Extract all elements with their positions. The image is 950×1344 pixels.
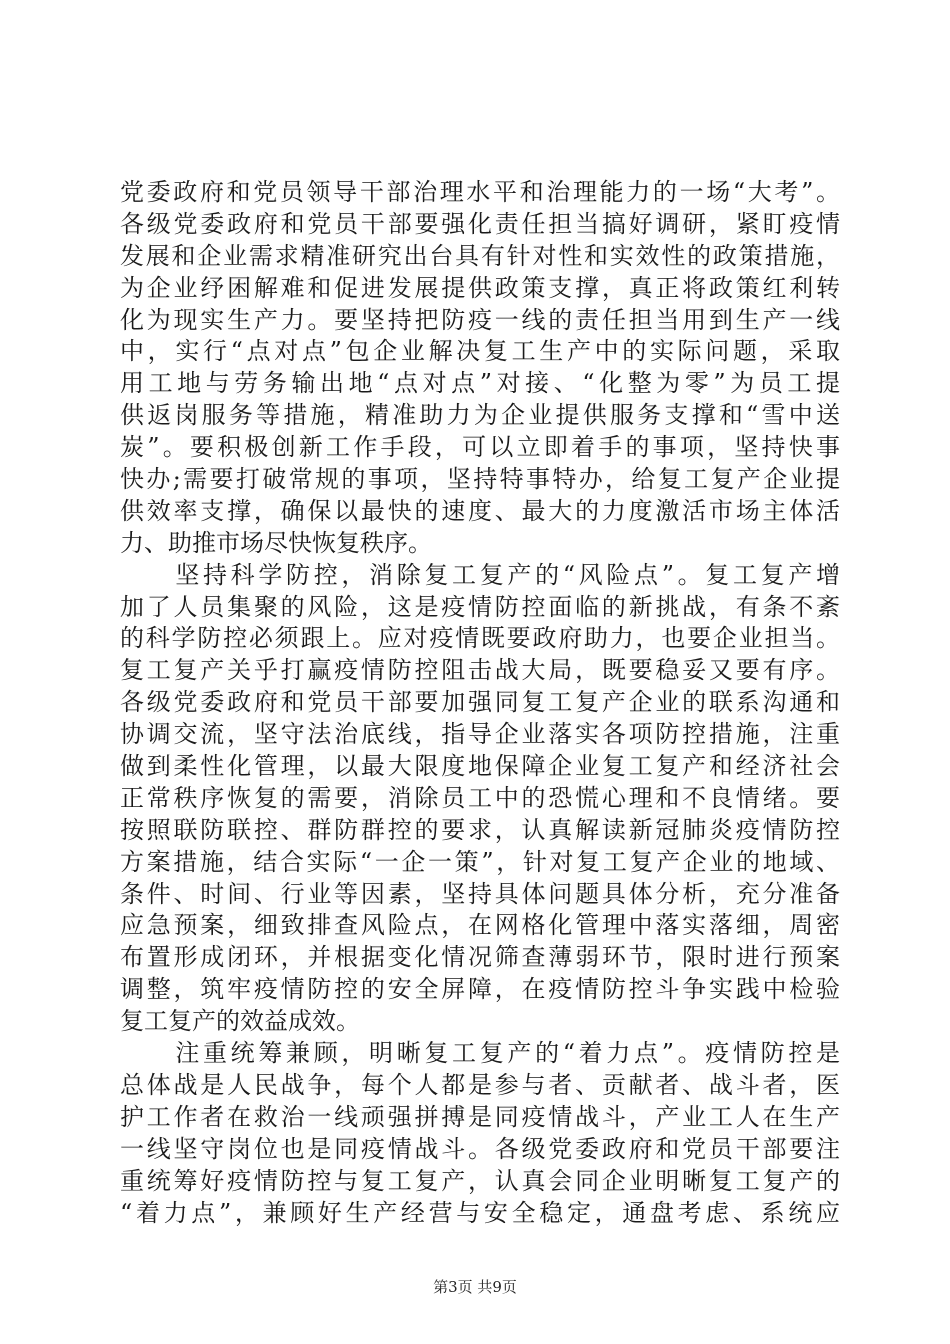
page-footer: 第3页 共9页 [433,1278,517,1296]
text-line: 注重统筹兼顾，明晰复工复产的“着力点”。疫情防控是 [120,1039,840,1068]
text-line: 布置形成闭环，并根据变化情况筛查薄弱环节，限时进行预案 [120,943,840,972]
text-line: 复工复产关乎打赢疫情防控阻击战大局，既要稳妥又要有序。 [120,656,840,685]
text-line: 方案措施，结合实际“一企一策”，针对复工复产企业的地域、 [120,847,840,876]
text-line: 快办;需要打破常规的事项，坚持特事特办，给复工复产企业提 [120,465,840,494]
text-line: 炭”。要积极创新工作手段，可以立即着手的事项，坚持快事 [120,433,840,462]
text-line: 各级党委政府和党员干部要加强同复工复产企业的联系沟通和 [120,688,840,717]
text-line: 各级党委政府和党员干部要强化责任担当搞好调研，紧盯疫情 [120,209,840,238]
text-line: 加了人员集聚的风险，这是疫情防控面临的新挑战，有条不紊 [120,592,840,621]
text-line: 供效率支撑，确保以最快的速度、最大的力度激活市场主体活 [120,496,840,525]
text-line: 党委政府和党员领导干部治理水平和治理能力的一场“大考”。 [120,178,840,206]
body-text [120,177,840,1229]
text-line: 一线坚守岗位也是同疫情战斗。各级党委政府和党员干部要注 [120,1134,840,1163]
text-line: 供返岗服务等措施，精准助力为企业提供服务支撑和“雪中送 [120,401,840,430]
text-line: 调整，筑牢疫情防控的安全屏障，在疫情防控斗争实践中检验 [120,975,840,1004]
text-line: 总体战是人民战争，每个人都是参与者、贡献者、战斗者，医 [120,1070,840,1099]
text-line: 化为现实生产力。要坚持把防疫一线的责任担当用到生产一线 [120,305,840,334]
text-line: 按照联防联控、群防群控的要求，认真解读新冠肺炎疫情防控 [120,815,840,844]
text-line: 用工地与劳务输出地“点对点”对接、“化整为零”为员工提 [120,369,840,398]
text-line: 做到柔性化管理，以最大限度地保障企业复工复产和经济社会 [120,752,840,781]
text-line: 重统筹好疫情防控与复工复产，认真会同企业明晰复工复产的 [120,1166,840,1195]
text-line: 正常秩序恢复的需要，消除员工中的恐慌心理和不良情绪。要 [120,783,840,812]
text-line: 坚持科学防控，消除复工复产的“风险点”。复工复产增 [120,560,840,589]
text-line: 条件、时间、行业等因素，坚持具体问题具体分析，充分准备 [120,879,840,908]
text-line: 协调交流，坚守法治底线，指导企业落实各项防控措施，注重 [120,720,840,749]
text-line: 中，实行“点对点”包企业解决复工生产中的实际问题，采取 [120,337,840,366]
text-line: 力、助推市场尽快恢复秩序。 [120,528,432,557]
text-line: 为企业纾困解难和促进发展提供政策支撑，真正将政策红利转 [120,273,840,302]
text-line: 护工作者在救治一线顽强拼搏是同疫情战斗，产业工人在生产 [120,1102,840,1131]
text-line: 应急预案，细致排查风险点，在网格化管理中落实落细，周密 [120,911,840,940]
text-line: 复工复产的效益成效。 [120,1007,360,1036]
text-line: 发展和企业需求精准研究出台具有针对性和实效性的政策措施， [120,241,840,270]
text-line: “着力点”，兼顾好生产经营与安全稳定，通盘考虑、系统应 [120,1198,840,1227]
text-line: 的科学防控必须跟上。应对疫情既要政府助力，也要企业担当。 [120,624,840,653]
